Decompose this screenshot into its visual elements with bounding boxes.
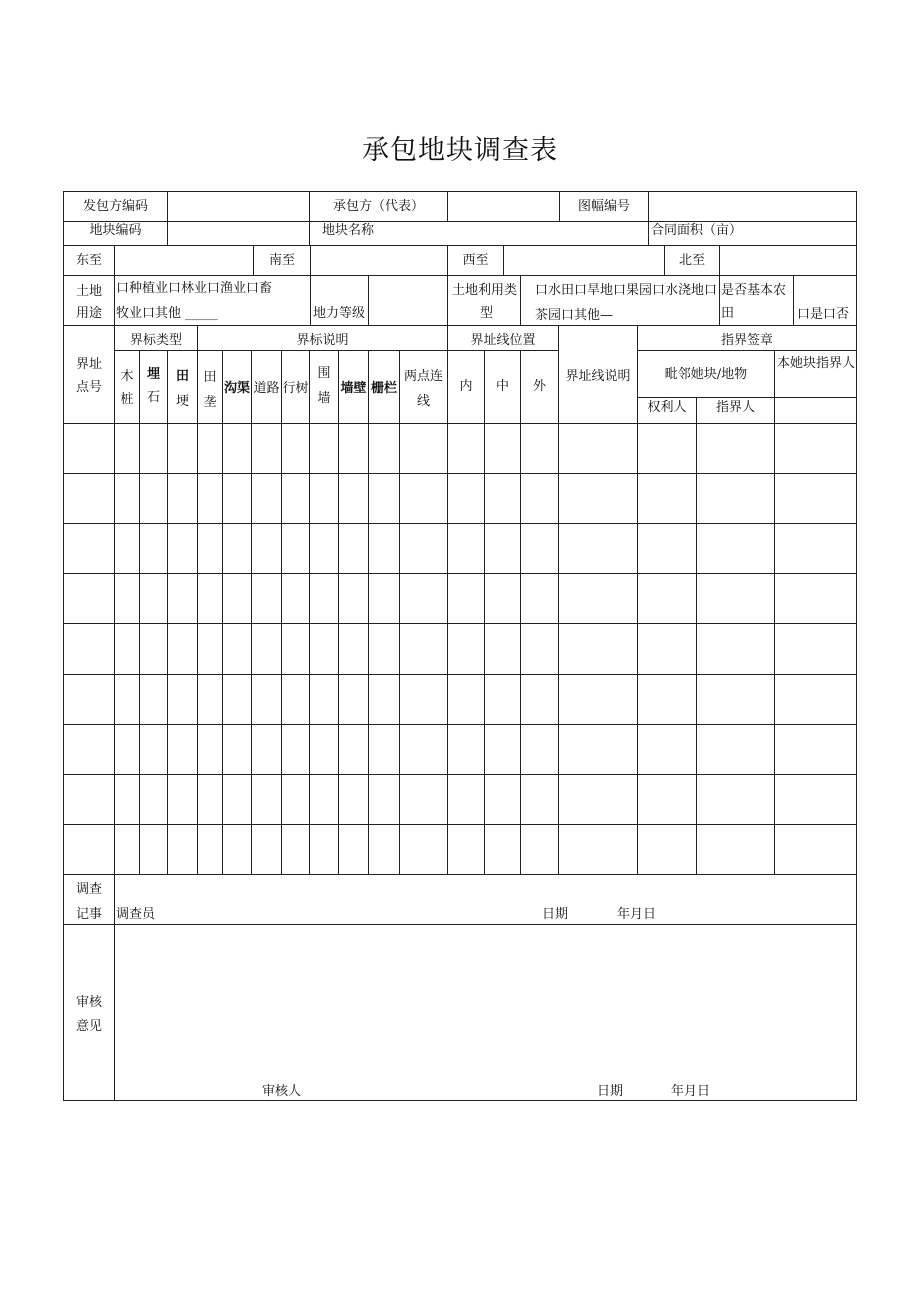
line-desc-header: 界址线说明 — [565, 369, 631, 384]
line-position-header: 界址线位置 — [470, 333, 536, 348]
table-border — [64, 192, 857, 1101]
buried-stone-label-2: 石 — [146, 390, 160, 405]
land-use-label-1: 土地 — [75, 284, 102, 299]
survey-ymd-label: 年月日 — [617, 907, 657, 922]
fence-wall-label-2: 墙 — [317, 391, 331, 406]
wood-stake-label-2: 桩 — [120, 392, 134, 407]
review-ymd-label: 年月日 — [671, 1084, 711, 1099]
field-ridge-label-2: 埂 — [175, 394, 189, 409]
fence-wall-label-1: 围 — [317, 366, 331, 381]
survey-notes-label-1: 调查 — [75, 882, 102, 897]
middle-label: 中 — [495, 379, 509, 394]
reviewer-label: 审核人 — [262, 1084, 302, 1099]
basic-farmland-label-2: 田 — [721, 306, 735, 321]
railing-label: 栅栏 — [370, 381, 397, 396]
survey-notes-label-2: 记事 — [75, 907, 102, 922]
land-use-label-2: 用途 — [75, 306, 102, 321]
review-label-1: 审核 — [75, 995, 102, 1010]
land-type-label-1: 土地利用类 — [452, 283, 518, 298]
land-type-options-2: 茶园口其他— — [535, 308, 614, 323]
contractor-label: 承包方（代表） — [332, 199, 424, 214]
inner-label: 内 — [459, 379, 473, 394]
field-ridge-label-1: 田 — [175, 369, 189, 384]
two-point-line-label-1: 两点连 — [403, 369, 443, 384]
surveyor-label: 调查员 — [116, 907, 156, 922]
tree-row-label: 行树 — [282, 381, 309, 396]
adjacent-plot-label: 毗邻她块/地物 — [664, 367, 748, 382]
contract-area-label: 合同面积（亩） — [651, 223, 743, 238]
north-label: 北至 — [678, 253, 705, 268]
outer-label: 外 — [532, 379, 546, 394]
ditch-label: 沟渠 — [223, 381, 250, 396]
point-no-label-1: 界址 — [75, 357, 102, 372]
boundary-person-label: 指界人 — [715, 400, 755, 415]
field-bank-label-1: 田 — [203, 370, 217, 385]
right-holder-label: 权利人 — [647, 400, 687, 415]
land-use-options-2: 牧业口其他 _____ — [116, 306, 218, 321]
review-date-label: 日期 — [597, 1084, 624, 1099]
west-label: 西至 — [462, 253, 489, 268]
buried-stone-label-1: 埋 — [146, 367, 160, 382]
survey-date-label: 日期 — [542, 907, 569, 922]
land-use-options-1: 口种植业口林业口渔业口畜 — [116, 281, 273, 296]
land-type-options-1: 口水田口旱地口果园口水浇地口 — [535, 283, 718, 298]
east-label: 东至 — [75, 253, 102, 268]
wall-label: 墙壁 — [340, 381, 367, 396]
review-label-2: 意见 — [75, 1019, 102, 1034]
land-grade-label: 地力等级 — [313, 306, 366, 321]
sign-header: 指界签章 — [720, 333, 773, 348]
map-number-label: 图幅编号 — [577, 199, 630, 214]
mark-type-header: 界标类型 — [129, 333, 182, 348]
this-plot-person-label: 本她块指界人 — [777, 356, 856, 371]
wood-stake-label-1: 木 — [120, 369, 134, 384]
page-title: 承包地块调查表 — [362, 135, 558, 166]
mark-desc-header: 界标说明 — [296, 333, 349, 348]
basic-farmland-label-1: 是否基本农 — [721, 283, 787, 298]
field-bank-label-2: 垄 — [203, 395, 217, 410]
issuer-code-label: 发包方编码 — [82, 199, 148, 214]
plot-code-label: 地块编码 — [89, 223, 142, 238]
yes-no-options: 口是口否 — [797, 307, 850, 322]
land-type-label-2: 型 — [480, 306, 494, 321]
plot-name-label: 地块名称 — [322, 223, 375, 238]
point-no-label-2: 点号 — [75, 380, 102, 395]
south-label: 南至 — [268, 253, 295, 268]
two-point-line-label-2: 线 — [416, 394, 430, 409]
road-label: 道路 — [253, 381, 280, 396]
